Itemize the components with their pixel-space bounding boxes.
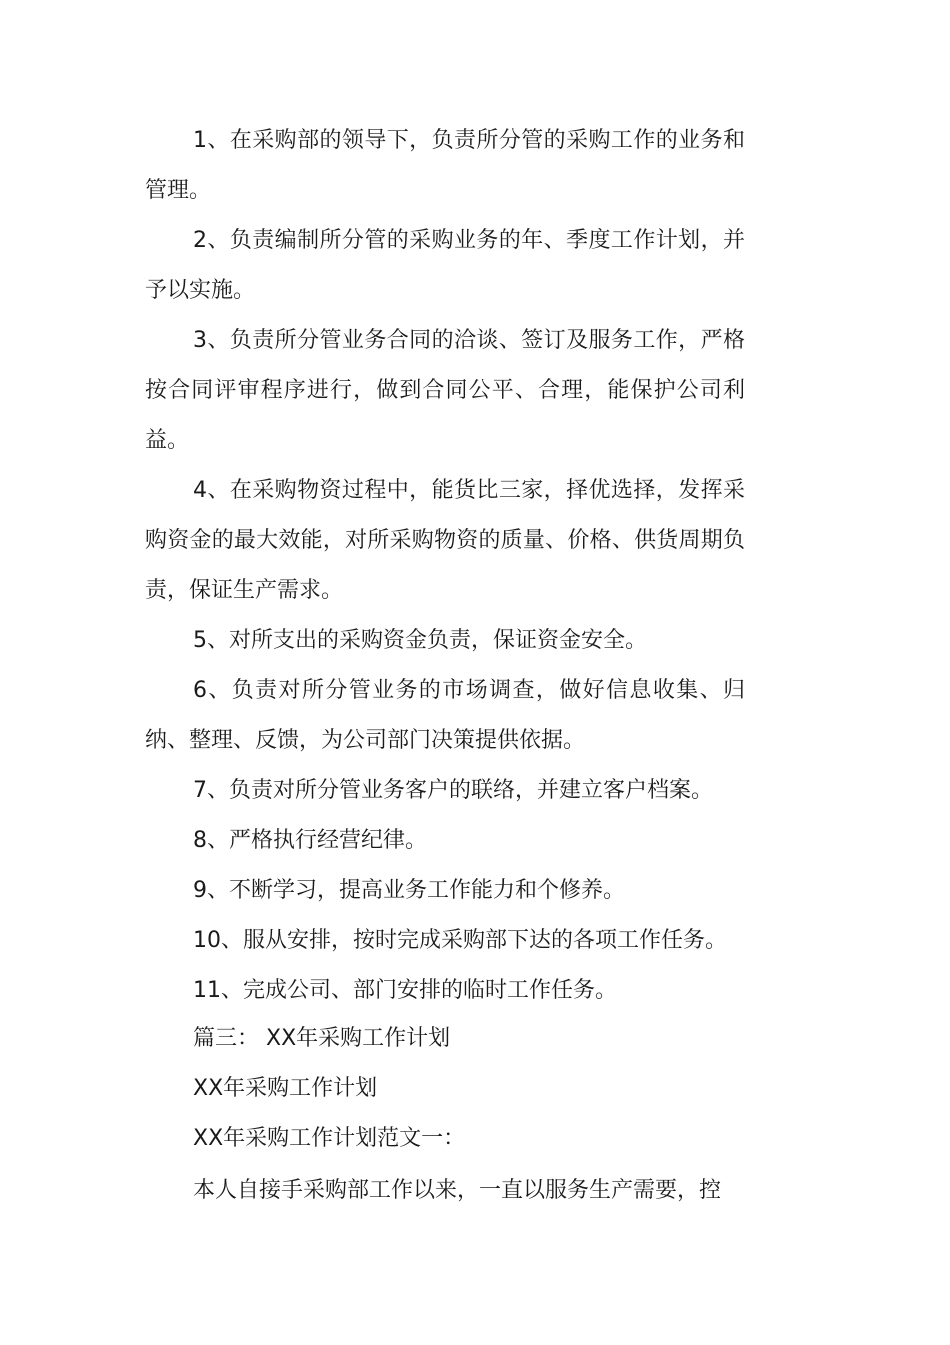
- section-heading: 篇三： XX年采购工作计划: [193, 1026, 451, 1051]
- duty-item-8: 8、严格执行经营纪律。: [193, 828, 427, 853]
- duty-item-6: 6、负责对所分管业务的市场调查，做好信息收集、归纳、整理、反馈，为公司部门决策提供依据。: [145, 678, 745, 753]
- body-paragraph-start: 本人自接手采购部工作以来，一直以服务生产需要，控: [193, 1178, 722, 1203]
- duty-item-9: 9、不断学习，提高业务工作能力和个修养。: [193, 878, 625, 903]
- duty-item-5: 5、对所支出的采购资金负责，保证资金安全。: [193, 628, 647, 653]
- duty-item-7: 7、负责对所分管业务客户的联络，并建立客户档案。: [193, 778, 713, 803]
- duty-item-10: 10、服从安排，按时完成采购部下达的各项工作任务。: [193, 928, 727, 953]
- duty-item-2: 2、负责编制所分管的采购业务的年、季度工作计划，并予以实施。: [145, 228, 745, 303]
- document-title: XX年采购工作计划: [193, 1076, 378, 1101]
- sample-title: XX年采购工作计划范文一：: [193, 1126, 466, 1151]
- duty-item-11: 11、完成公司、部门安排的临时工作任务。: [193, 978, 617, 1003]
- duty-item-1: 1、在采购部的领导下，负责所分管的采购工作的业务和管理。: [145, 128, 745, 203]
- duty-item-4: 4、在采购物资过程中，能货比三家，择优选择，发挥采购资金的最大效能，对所采购物资的质量、价格、供货周期负责，保证生产需求。: [145, 478, 745, 603]
- duty-item-3: 3、负责所分管业务合同的洽谈、签订及服务工作，严格按合同评审程序进行，做到合同公平、合理，能保护公司利益。: [145, 328, 745, 453]
